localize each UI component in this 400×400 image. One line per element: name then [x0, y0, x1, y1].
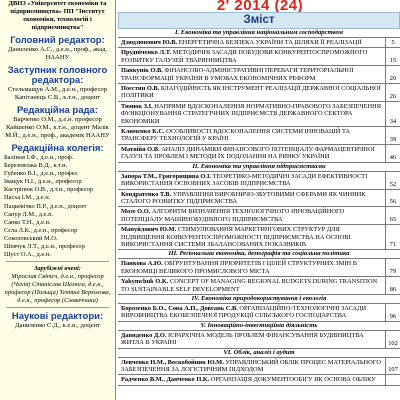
divider	[6, 307, 109, 308]
toc-entry-text	[118, 172, 386, 189]
toc-entry-title: ОБҐРУНТУВАННЯ ПРІОРИТЕТІВ І ЦІЛЕЙ СТРУКТУРНИХ ЗМІН В ЕКОНОМІЦІ ВЕЛИКОГО ПРОМИСЛОВОГО МІСТА	[121, 260, 357, 275]
toc-entry-title: НАПРЯМИ ВДОСКОНАЛЕННЯ НОРМАТИВНО-ПРАВОВОГО ЗАБЕЗПЕЧЕННЯ ФУНКЦІОНУВАННЯ СТРАТЕГІЧНИХ ПІДПРИЄМСТВ ДЕРЖАВНОГО СЕКТОРА ЕКОНОМІКИ	[121, 102, 381, 125]
toc-entry-page: 52	[389, 180, 397, 188]
college-member: Соколовський М.О.	[4, 234, 58, 242]
toc-entry-page: 65	[389, 216, 397, 224]
toc-entry-authors: Yakymchuk O.K.	[121, 278, 169, 286]
divider	[6, 261, 109, 262]
toc-entry-title: МЕТОДИЧНІ ЗАСАДИ ПОБУДОВИ КОНКУРЕНТОСПРОМОЖНОГО РОЗВИТКУ ГАЛУЗЕЙ ТВАРИННИЦТВА	[121, 49, 368, 64]
toc-entry[interactable]	[118, 190, 400, 208]
toc-entry-authors: Поєстин О.В.	[121, 85, 160, 93]
toc-entry[interactable]	[118, 48, 400, 66]
toc-entry-authors: Мозе О.О.	[121, 208, 151, 216]
toc-entry-authors: Кондратенко Т.В.	[121, 190, 172, 198]
toc-entry[interactable]	[118, 127, 400, 145]
toc-entry-text	[118, 207, 386, 224]
toc-entry-page: 96	[389, 312, 397, 320]
publisher-info: ДВНЗ «Університет економіки та підприємництва» ПП "Інститут економіки, технологій і підприємництва"	[8, 0, 107, 31]
masthead-column	[0, 0, 116, 400]
college-member: Іващук Н.І., д.е.н., професор	[4, 178, 82, 186]
toc-entry[interactable]	[118, 66, 400, 84]
toc-entry-authors: Матвійя О.В.	[121, 145, 160, 153]
toc-entry-title: ІЄРАРХІЧНА МОДЕЛЬ ПРОБЛЕМ ФІНАНСУВАННЯ БУДІВНИЦТВА ЖИТЛА В УКРАЇНІ	[121, 331, 364, 347]
toc-entry-text	[118, 277, 386, 294]
toc-entry-title: СТИМУЛЮВАННЯ МАРКЕТИНГОВИХ СТРУКТУР ДЛЯ ПІДВИЩЕННЯ КОНКУРЕНТОСПРОМОЖНОСТІ ПІДПРИЄМСТВА НА ОСНОВІ ВИКОРИСТАННЯ СИСТЕМИ ЗБАЛАНСОВАНИХ ПОКАЗНИКІВ	[121, 226, 351, 248]
toc-entry-authors: Левченко Н.М., Воскобойник Ю.М.	[121, 358, 224, 366]
toc-entry-title: УПРАВЛІННЯ ВИРОБНИЧО-ЗБУТОВИМИ СФЕРАМИ ЯК ЧИННИК СТАЛОГО РОЗВИТКУ ПІДПРИЄМСТВА	[121, 190, 366, 205]
college-member: Сапко Т.Н., д.е.н.	[4, 218, 51, 226]
toc-entry-text	[118, 375, 386, 384]
toc-entry-text	[118, 190, 386, 207]
toc-entry-text	[118, 66, 386, 83]
toc-entry-title: ОСОБЛИВОСТІ ВДОСКОНАЛЕННЯ СИСТЕМИ ІННОВАЦІЙ ТА ТРАНСФЕРУ ТЕХНОЛОГІЙ У КРАЇНІ	[121, 128, 351, 143]
toc-entry[interactable]	[118, 277, 400, 295]
toc-entry[interactable]	[118, 38, 400, 48]
deputy-editors: Стельмащук А.М., д.е.н., професор Капітанець С.В., к.т.н., доцент	[8, 86, 107, 101]
college-member: Шуст О.А., д.е.н.	[4, 251, 51, 259]
toc-entry[interactable]	[118, 102, 400, 127]
toc-entry-title: АЛГОРИТМ ВИЗНАЧЕННЯ ТЕХНОЛОГІЧНОГО ІННОВАЦІЙНОГО ПОТЕНЦІАЛУ МАШИНОБУДІВНОГО ПІДПРИЄМСТВА	[121, 208, 345, 223]
toc-entry-page: 86	[389, 285, 397, 293]
toc-entry-text	[118, 225, 386, 249]
table-of-contents	[118, 29, 400, 400]
toc-entry-authors: Давиденко Д.О.	[121, 331, 167, 339]
college-member: Шевчук Л.Т., д.е.н., професор	[4, 243, 85, 251]
college-member: Губенко В.І., д.е.н., профес	[4, 170, 78, 178]
toc-entry-page: 102	[388, 339, 398, 347]
toc-entry-text	[118, 304, 386, 321]
toc-section-heading: V. Інноваційно-інвестиційна діяльність	[118, 322, 400, 331]
college-member: Балінов І.Ф., д.е.н., проф.	[4, 154, 74, 161]
chief-editor: Даниленко А.С., д.е.н., проф., акад. НААНУ	[7, 46, 108, 61]
college-member: Березовська В.Д., к.т.н.	[4, 162, 68, 170]
issue-number: 2' 2014 (24)	[216, 0, 304, 12]
toc-entry-authors: Панкунік О.В.	[121, 67, 163, 75]
toc-entry-page: 20	[389, 75, 397, 83]
toc-entry-text	[118, 331, 386, 348]
toc-entry-title: УПРАВЛІНСЬКИЙ ОБЛІК ПРОЦЕС МАТЕРІАЛЬНОГО ЗАБЕЗПЕЧЕННЯ ЗА ЛОГІСТИЧНИМ ПІДХОДОМ	[121, 358, 381, 373]
toc-entry[interactable]	[118, 259, 400, 277]
toc-entry-authors: Борозенко Б.О., Сова А.П., Довгань С.В.	[121, 304, 238, 312]
toc-entry-text	[118, 84, 386, 101]
foreign-scholars-list: Мірослав Світєч, д.е.н., професор (Чехія) Станіслав Шелюга, д.е.н., професор (Польща) Тетяна Верхолова, д.е.н., професор (Словаччина)	[4, 273, 111, 305]
toc-entry[interactable]	[118, 304, 400, 322]
toc-entry-title: БЛАГОДІЙНІСТЬ ЯК ІНСТРУМЕНТ РЕАЛІЗАЦІЇ ДЕРЖАВНОЇ СОЦІАЛЬНОЇ ПОЛІТИКИ	[121, 85, 381, 100]
toc-entry-text	[118, 48, 386, 65]
toc-entry[interactable]	[118, 84, 400, 102]
toc-entry-page: 56	[389, 198, 397, 206]
toc-entry-text	[118, 102, 386, 126]
deputy-editor-heading: Заступник головного редактора:	[7, 65, 108, 86]
toc-entry-page: 34	[389, 118, 397, 126]
toc-entry[interactable]	[118, 145, 400, 163]
toc-entry-text	[118, 358, 386, 375]
toc-entry-page: 15	[389, 57, 397, 65]
chief-editor-heading: Головний редактор:	[10, 35, 105, 46]
toc-entry-authors: Тюнюк З.І.	[121, 102, 153, 110]
toc-entry-title: ЕНЕРГЕТИЧНА БЕЗПЕКА УКРАЇНИ ТА ШЛЯХИ ЇЇ РЕАЛІЗАЦІЇ	[177, 39, 362, 46]
toc-entry-title: ОРГАНІЗАЦІЯ ДОКУМЕНТООБІГУ ЯК ОСНОВА ОБЛІКУ	[209, 376, 376, 384]
toc-entry[interactable]	[118, 375, 400, 385]
foreign-scholars	[0, 265, 115, 305]
toc-entry[interactable]	[118, 207, 400, 225]
toc-entry-title: ФІНАНСОВО-АДМІНІСТРАТИВНІ ПЕРЕВАГИ ТЕРИТОРІАЛЬНОЇ ТРАНСФОРМАЦІЇ УКРАЇНИ В УМОВАХ ЕКОНОМІЧНИХ РЕФОРМ	[121, 67, 354, 82]
college-member: Сєла Л.К., д.е.н., професор	[4, 226, 78, 234]
toc-entry-page: 107	[388, 366, 398, 374]
college-member: Пацкевічко П.Р., д.е.н., доцент	[4, 202, 87, 210]
toc-entry-title: АНАЛІЗ ДИНАМІКИ ФІНАНСОВОГО ПОТЕНЦІАЛУ ФАРМАЦЕВТИЧНОЇ ГАЛУЗІ ТА ПРОБЛЕМ І МЕТОДИ ЇХ ПОДОЛАННЯ НА РИНКУ УКРАЇНИ	[121, 145, 375, 161]
toc-entry-authors: Клименко К.С.	[121, 128, 165, 136]
toc-entry-authors: Панкова А.Ю.	[121, 260, 163, 268]
toc-entry-page: 46	[389, 153, 397, 161]
toc-section-heading: IV. Економіка природокористування і екологія	[118, 295, 400, 304]
toc-entry[interactable]	[118, 358, 400, 376]
college-member: Сапур Л.М., д.е.н.	[4, 210, 54, 218]
toc-entry-text	[118, 259, 386, 276]
toc-entry-page: 79	[389, 268, 397, 276]
editorial-college-list	[0, 154, 115, 259]
toc-section-heading: III. Регіональна економіка, демографія та соціальна політика	[118, 250, 400, 259]
toc-entry-authors: Радченко В.М., Данченко П.К.	[121, 376, 210, 384]
toc-entry-title: CONCEPT OF MANAGING REGIONAL BUDGETS DURING TRANSITION TO SUSTAINABLE SELF DEVELOPMENT	[121, 278, 378, 293]
toc-title: Зміст	[118, 12, 400, 29]
toc-entry-page: 71	[389, 241, 397, 249]
college-member: Пасха І.М., д.е.н.	[4, 194, 51, 202]
college-member: Кастріпюк О.В., д.т.н., професор	[4, 186, 94, 194]
foreign-scholars-heading: Зарубіжні вчені:	[34, 265, 81, 273]
toc-entry[interactable]	[118, 225, 400, 250]
toc-entry-authors: Дзюдзюнович Ю.В.	[121, 39, 178, 46]
toc-entry-page	[386, 375, 400, 384]
toc-entry-text	[118, 145, 386, 162]
toc-entry-page: 26	[389, 92, 397, 100]
toc-entry-text	[118, 38, 386, 47]
toc-entry[interactable]	[118, 172, 400, 190]
toc-section-heading: II. Економіка та управління підприємствами	[118, 163, 400, 172]
toc-entry-text	[118, 127, 386, 144]
toc-section-heading: I. Економіка та управління національним господарством	[118, 29, 400, 38]
toc-section-heading: VI. Облік, аналіз і аудит	[118, 349, 400, 358]
toc-entry-authors: Запора Т.М., Григорищина О.І.	[121, 172, 212, 180]
editorial-board: Варченко О.М., д.е.н. професор Кайшенко О.М., к.т.н., доцент Малік М.Й., д.е.н., проф., академік НААНУ	[5, 116, 110, 139]
toc-entry[interactable]	[118, 331, 400, 349]
toc-entry-title: ТЕОРЕТИКО-МЕТОДИЧНІ ЗАСАДИ ЕФЕКТИВНОСТІ ВИКОРИСТАННЯ ОСНОВНИХ ЗАСОБІВ ПІДПРИЄМСТВА	[121, 172, 368, 188]
science-editors: Даниленко С.Д., к.е.н., доцент	[15, 322, 100, 330]
editorial-board-heading: Редакційна рада:	[17, 105, 98, 116]
toc-entry-page: 5	[391, 39, 395, 47]
toc-entry-page: 39	[389, 135, 397, 143]
toc-entry-title: ОРГАНІЗАЦІЙНО-ТЕХНОЛОГІЧНІ ЗАСАДИ ВИРОБНИЦТВА ЕКОБЕЗПЕЧНОЇ ПРОДУКЦІЇ СІЛЬСЬКОГО ГОСПОДАРСТВА	[121, 304, 367, 320]
toc-entry-authors: Прудніченко Л.Т.	[121, 49, 172, 57]
science-editors-heading: Наукові редактори:	[11, 311, 104, 323]
toc-entry-authors: Мануйлович Ю.М.	[121, 226, 177, 234]
editorial-college-heading: Редакційна колегія:	[11, 143, 104, 154]
